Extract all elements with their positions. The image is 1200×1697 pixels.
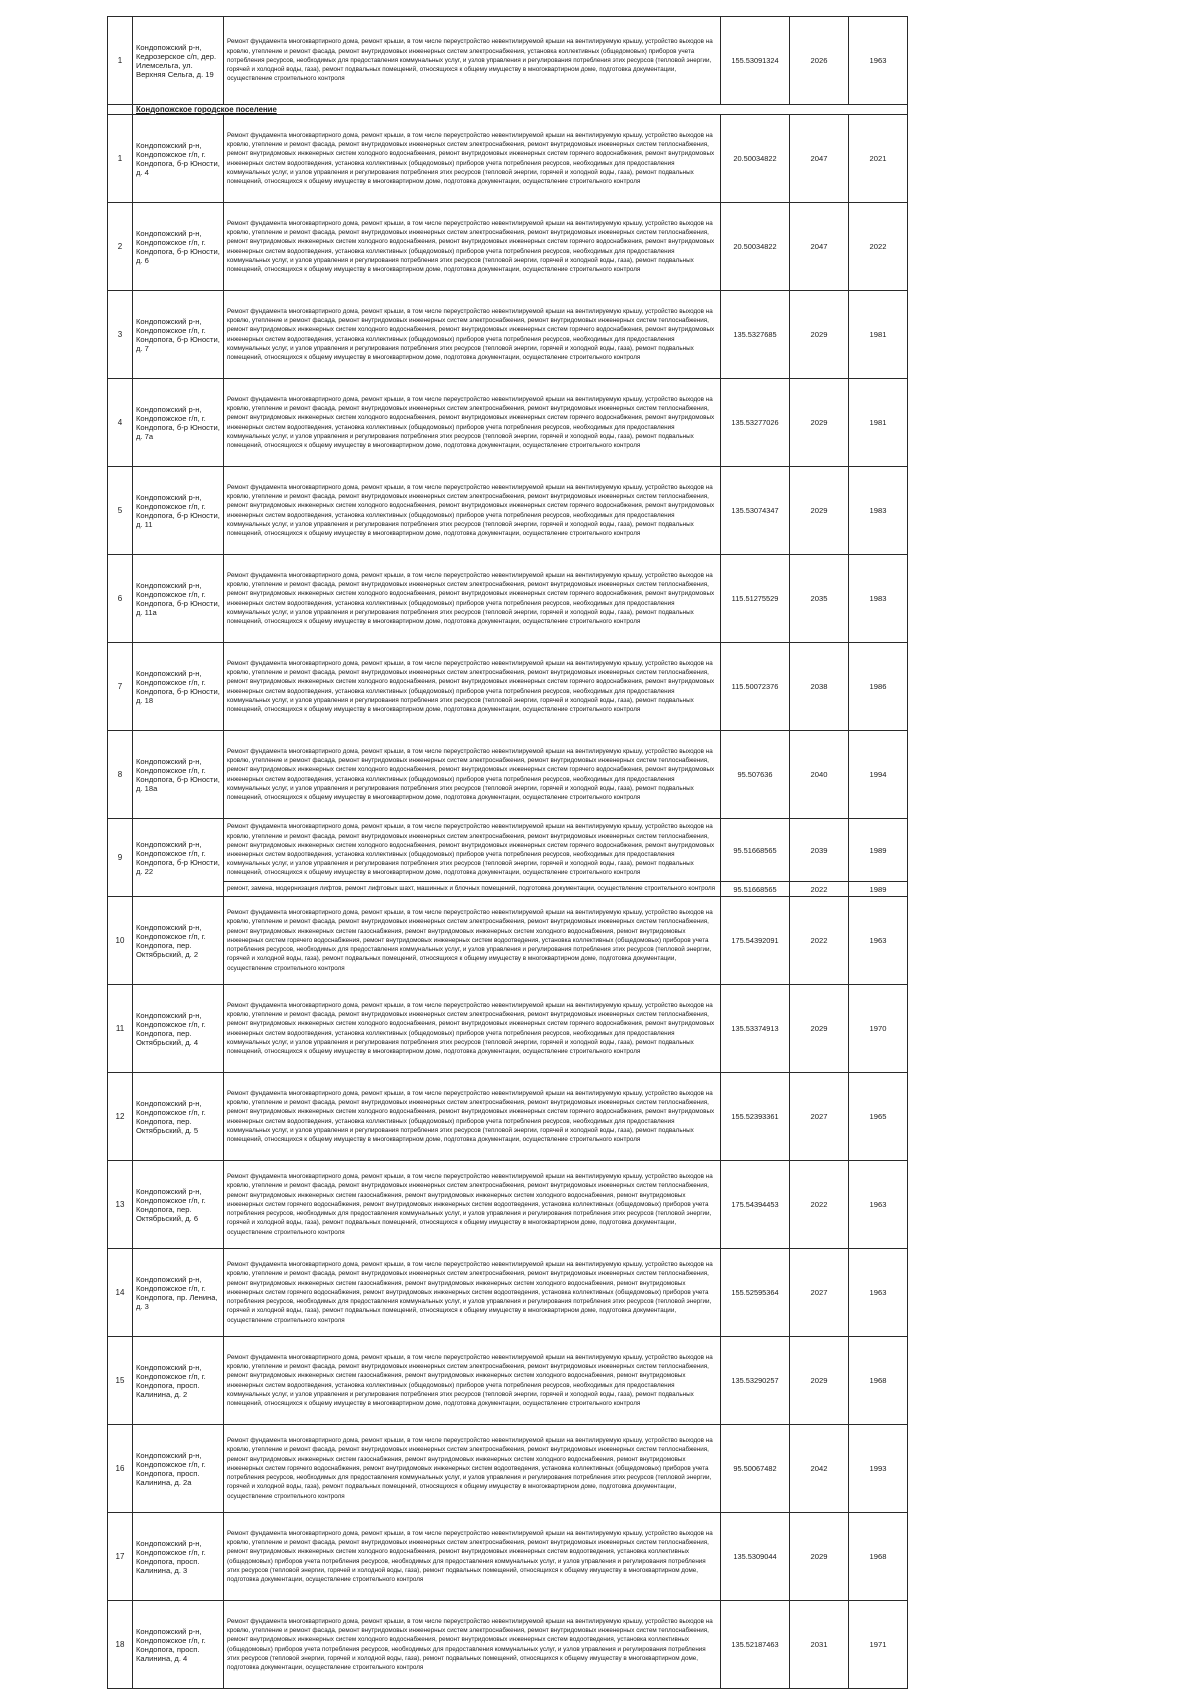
cost-cell: 115.50072376 xyxy=(721,643,790,731)
build-year-cell: 1981 xyxy=(849,291,908,379)
address-cell: Кондопожский р-н, Кедрозерское с/п, дер. Илемсельга, ул. Верхняя Сельга, д. 19 xyxy=(133,17,224,105)
build-year-cell: 1989 xyxy=(849,882,908,897)
address-cell: Кондопожский р-н, Кондопожское г/п, г. Кондопога, просп. Калинина, д. 2 xyxy=(133,1337,224,1425)
row-number: 8 xyxy=(108,731,133,819)
cost-cell: 95.507636 xyxy=(721,731,790,819)
cost-cell: 155.52393361 xyxy=(721,1073,790,1161)
build-year-cell: 1971 xyxy=(849,1601,908,1689)
repair-year-cell: 2027 xyxy=(790,1249,849,1337)
table-body xyxy=(108,17,908,1689)
build-year-cell: 1970 xyxy=(849,985,908,1073)
works-cell: Ремонт фундамента многоквартирного дома, ремонт крыши, в том числе переустройство невентилируемой крыши на вентилируемую крышу, устройство выходов на кровлю, утепление и ремонт фасада, ремонт внутридомовых инженерных систем электроснабжения, ремонт внутридомовых инженерных систем теплоснабжения, ремонт внутридомовых инженерных систем холодного водоснабжения, ремонт внутридомовых инженерных систем горячего водоснабжения, ремонт внутридомовых инженерных систем водоотведения, установка коллективных (общедомовых) приборов учета потребления ресурсов, необходимых для предоставления коммунальных услуг, и узлов управления и регулирования потребления этих ресурсов (тепловой энергии, горячей и холодной воды, газа), ремонт подвальных помещений, относящихся к общему имуществу в многоквартирном доме, подготовка документации, осуществление строительного контроля xyxy=(224,467,721,555)
repair-year-cell: 2047 xyxy=(790,203,849,291)
cost-cell: 135.53290257 xyxy=(721,1337,790,1425)
build-year-cell: 1963 xyxy=(849,897,908,985)
works-cell: Ремонт фундамента многоквартирного дома, ремонт крыши, в том числе переустройство невентилируемой крыши на вентилируемую крышу, устройство выходов на кровлю, утепление и ремонт фасада, ремонт внутридомовых инженерных систем электроснабжения, ремонт внутридомовых инженерных систем теплоснабжения, ремонт внутридомовых инженерных систем газоснабжения, ремонт внутридомовых инженерных систем холодного водоснабжения, ремонт внутридомовых инженерных систем горячего водоснабжения, ремонт внутридомовых инженерных систем водоотведения, установка коллективных (общедомовых) приборов учета потребления ресурсов, необходимых для предоставления коммунальных услуг, и узлов управления и регулирования потребления этих ресурсов (тепловой энергии, горячей и холодной воды, газа), ремонт подвальных помещений, относящихся к общему имуществу в многоквартирном доме, подготовка документации, осуществление строительного контроля xyxy=(224,1425,721,1513)
row-number: 9 xyxy=(108,819,133,897)
repair-year-cell: 2029 xyxy=(790,379,849,467)
repair-year-cell: 2031 xyxy=(790,1601,849,1689)
cost-cell: 95.51668565 xyxy=(721,882,790,897)
capital-repair-table xyxy=(107,16,908,1689)
repair-year-cell: 2040 xyxy=(790,731,849,819)
address-cell: Кондопожский р-н, Кондопожское г/п, г. Кондопога, б-р Юности, д. 18 xyxy=(133,643,224,731)
repair-year-cell: 2022 xyxy=(790,882,849,897)
address-cell: Кондопожский р-н, Кондопожское г/п, г. Кондопога, б-р Юности, д. 7 xyxy=(133,291,224,379)
repair-year-cell: 2029 xyxy=(790,1337,849,1425)
cost-cell: 175.54394453 xyxy=(721,1161,790,1249)
build-year-cell: 1989 xyxy=(849,819,908,882)
address-cell: Кондопожский р-н, Кондопожское г/п, г. Кондопога, просп. Калинина, д. 2а xyxy=(133,1425,224,1513)
address-cell: Кондопожский р-н, Кондопожское г/п, г. Кондопога, пер. Октябрьский, д. 5 xyxy=(133,1073,224,1161)
table-row xyxy=(108,897,908,985)
works-cell: Ремонт фундамента многоквартирного дома, ремонт крыши, в том числе переустройство невентилируемой крыши на вентилируемую крышу, устройство выходов на кровлю, утепление и ремонт фасада, ремонт внутридомовых инженерных систем электроснабжения, ремонт внутридомовых инженерных систем теплоснабжения, ремонт внутридомовых инженерных систем холодного водоснабжения, ремонт внутридомовых инженерных систем горячего водоснабжения, ремонт внутридомовых инженерных систем водоотведения, установка коллективных (общедомовых) приборов учета потребления ресурсов, необходимых для предоставления коммунальных услуг, и узлов управления и регулирования потребления этих ресурсов (тепловой энергии, горячей и холодной воды, газа), ремонт подвальных помещений, относящихся к общему имуществу в многоквартирном доме, подготовка документации, осуществление строительного контроля xyxy=(224,379,721,467)
address-cell: Кондопожский р-н, Кондопожское г/п, г. Кондопога, б-р Юности, д. 7а xyxy=(133,379,224,467)
table-subrow xyxy=(108,882,908,897)
table-row xyxy=(108,1337,908,1425)
table-row xyxy=(108,1513,908,1601)
repair-year-cell: 2027 xyxy=(790,1073,849,1161)
table-row xyxy=(108,17,908,105)
repair-year-cell: 2042 xyxy=(790,1425,849,1513)
cost-cell: 135.5327685 xyxy=(721,291,790,379)
build-year-cell: 1963 xyxy=(849,17,908,105)
address-cell: Кондопожский р-н, Кондопожское г/п, г. Кондопога, б-р Юности, д. 4 xyxy=(133,115,224,203)
works-cell: Ремонт фундамента многоквартирного дома, ремонт крыши, в том числе переустройство невентилируемой крыши на вентилируемую крышу, устройство выходов на кровлю, утепление и ремонт фасада, ремонт внутридомовых инженерных систем электроснабжения, ремонт внутридомовых инженерных систем теплоснабжения, ремонт внутридомовых инженерных систем холодного водоснабжения, ремонт внутридомовых инженерных систем горячего водоснабжения, ремонт внутридомовых инженерных систем водоотведения, установка коллективных (общедомовых) приборов учета потребления ресурсов, необходимых для предоставления коммунальных услуг, и узлов управления и регулирования потребления этих ресурсов (тепловой энергии, горячей и холодной воды, газа), ремонт подвальных помещений, относящихся к общему имуществу в многоквартирном доме, подготовка документации, осуществление строительного контроля xyxy=(224,203,721,291)
build-year-cell: 1981 xyxy=(849,379,908,467)
works-cell: Ремонт фундамента многоквартирного дома, ремонт крыши, в том числе переустройство невентилируемой крыши на вентилируемую крышу, устройство выходов на кровлю, утепление и ремонт фасада, ремонт внутридомовых инженерных систем электроснабжения, ремонт внутридомовых инженерных систем теплоснабжения, ремонт внутридомовых инженерных систем холодного водоснабжения, ремонт внутридомовых инженерных систем горячего водоснабжения, ремонт внутридомовых инженерных систем водоотведения, установка коллективных (общедомовых) приборов учета потребления ресурсов, необходимых для предоставления коммунальных услуг, и узлов управления и регулирования потребления этих ресурсов (тепловой энергии, горячей и холодной воды, газа), ремонт подвальных помещений, относящихся к общему имуществу в многоквартирном доме, подготовка документации, осуществление строительного контроля xyxy=(224,643,721,731)
cost-cell: 155.52595364 xyxy=(721,1249,790,1337)
repair-year-cell: 2038 xyxy=(790,643,849,731)
table-row xyxy=(108,115,908,203)
build-year-cell: 1983 xyxy=(849,555,908,643)
works-cell: Ремонт фундамента многоквартирного дома, ремонт крыши, в том числе переустройство невентилируемой крыши на вентилируемую крышу, устройство выходов на кровлю, утепление и ремонт фасада, ремонт внутридомовых инженерных систем электроснабжения, ремонт внутридомовых инженерных систем теплоснабжения, ремонт внутридомовых инженерных систем газоснабжения, ремонт внутридомовых инженерных систем холодного водоснабжения, ремонт внутридомовых инженерных систем водоотведения, установка коллективных (общедомовых) приборов учета потребления ресурсов, необходимых для предоставления коммунальных услуг, и узлов управления и регулирования потребления этих ресурсов (тепловой энергии, горячей и холодной воды, газа), ремонт подвальных помещений, относящихся к общему имуществу в многоквартирном доме, подготовка документации, осуществление строительного контроля xyxy=(224,1337,721,1425)
build-year-cell: 1965 xyxy=(849,1073,908,1161)
row-number: 1 xyxy=(108,115,133,203)
cost-cell: 20.50034822 xyxy=(721,115,790,203)
table-row xyxy=(108,643,908,731)
address-cell: Кондопожский р-н, Кондопожское г/п, г. Кондопога, б-р Юности, д. 22 xyxy=(133,819,224,897)
address-cell: Кондопожский р-н, Кондопожское г/п, г. Кондопога, пр. Ленина, д. 3 xyxy=(133,1249,224,1337)
repair-year-cell: 2029 xyxy=(790,985,849,1073)
works-cell: Ремонт фундамента многоквартирного дома, ремонт крыши, в том числе переустройство невентилируемой крыши на вентилируемую крышу, устройство выходов на кровлю, утепление и ремонт фасада, ремонт внутридомовых инженерных систем электроснабжения, ремонт внутридомовых инженерных систем теплоснабжения, ремонт внутридомовых инженерных систем холодного водоснабжения, ремонт внутридомовых инженерных систем горячего водоснабжения, ремонт внутридомовых инженерных систем водоотведения, установка коллективных (общедомовых) приборов учета потребления ресурсов, необходимых для предоставления коммунальных услуг, и узлов управления и регулирования потребления этих ресурсов (тепловой энергии, горячей и холодной воды, газа), ремонт подвальных помещений, относящихся к общему имуществу в многоквартирном доме, подготовка документации, осуществление строительного контроля xyxy=(224,115,721,203)
row-number: 4 xyxy=(108,379,133,467)
build-year-cell: 1994 xyxy=(849,731,908,819)
table-row xyxy=(108,379,908,467)
works-cell: Ремонт фундамента многоквартирного дома, ремонт крыши, в том числе переустройство невентилируемой крыши на вентилируемую крышу, устройство выходов на кровлю, утепление и ремонт фасада, ремонт внутридомовых инженерных систем электроснабжения, ремонт внутридомовых инженерных систем теплоснабжения, ремонт внутридомовых инженерных систем холодного водоснабжения, ремонт внутридомовых инженерных систем водоотведения, установка коллективных (общедомовых) приборов учета потребления ресурсов, необходимых для предоставления коммунальных услуг, и узлов управления и регулирования потребления этих ресурсов (тепловой энергии, горячей и холодной воды, газа), ремонт подвальных помещений, относящихся к общему имуществу в многоквартирном доме, подготовка документации, осуществление строительного контроля xyxy=(224,1513,721,1601)
address-cell: Кондопожский р-н, Кондопожское г/п, г. Кондопога, просп. Калинина, д. 3 xyxy=(133,1513,224,1601)
table-row xyxy=(108,1161,908,1249)
works-cell: Ремонт фундамента многоквартирного дома, ремонт крыши, в том числе переустройство невентилируемой крыши на вентилируемую крышу, устройство выходов на кровлю, утепление и ремонт фасада, ремонт внутридомовых инженерных систем электроснабжения, ремонт внутридомовых инженерных систем теплоснабжения, ремонт внутридомовых инженерных систем холодного водоснабжения, ремонт внутридомовых инженерных систем горячего водоснабжения, ремонт внутридомовых инженерных систем водоотведения, установка коллективных (общедомовых) приборов учета потребления ресурсов, необходимых для предоставления коммунальных услуг, и узлов управления и регулирования потребления этих ресурсов (тепловой энергии, горячей и холодной воды, газа), ремонт подвальных помещений, относящихся к общему имуществу в многоквартирном доме, подготовка документации, осуществление строительного контроля xyxy=(224,985,721,1073)
works-cell: Ремонт фундамента многоквартирного дома, ремонт крыши, в том числе переустройство невентилируемой крыши на вентилируемую крышу, устройство выходов на кровлю, утепление и ремонт фасада, ремонт внутридомовых инженерных систем электроснабжения, ремонт внутридомовых инженерных систем теплоснабжения, ремонт внутридомовых инженерных систем холодного водоснабжения, ремонт внутридомовых инженерных систем горячего водоснабжения, ремонт внутридомовых инженерных систем водоотведения, установка коллективных (общедомовых) приборов учета потребления ресурсов, необходимых для предоставления коммунальных услуг, и узлов управления и регулирования потребления этих ресурсов (тепловой энергии, горячей и холодной воды, газа), ремонт подвальных помещений, относящихся к общему имуществу в многоквартирном доме, подготовка документации, осуществление строительного контроля xyxy=(224,1073,721,1161)
table-row xyxy=(108,467,908,555)
build-year-cell: 1968 xyxy=(849,1513,908,1601)
table-row xyxy=(108,819,908,882)
cost-cell: 175.54392091 xyxy=(721,897,790,985)
table-row xyxy=(108,1601,908,1689)
works-cell: Ремонт фундамента многоквартирного дома, ремонт крыши, в том числе переустройство невентилируемой крыши на вентилируемую крышу, устройство выходов на кровлю, утепление и ремонт фасада, ремонт внутридомовых инженерных систем электроснабжения, ремонт внутридомовых инженерных систем теплоснабжения, ремонт внутридомовых инженерных систем газоснабжения, ремонт внутридомовых инженерных систем холодного водоснабжения, ремонт внутридомовых инженерных систем горячего водоснабжения, ремонт внутридомовых инженерных систем водоотведения, установка коллективных (общедомовых) приборов учета потребления ресурсов, необходимых для предоставления коммунальных услуг, и узлов управления и регулирования потребления этих ресурсов (тепловой энергии, горячей и холодной воды, газа), ремонт подвальных помещений, относящихся к общему имуществу в многоквартирном доме, подготовка документации, осуществление строительного контроля xyxy=(224,897,721,985)
address-cell: Кондопожский р-н, Кондопожское г/п, г. Кондопога, б-р Юности, д. 18а xyxy=(133,731,224,819)
row-number: 3 xyxy=(108,291,133,379)
repair-year-cell: 2022 xyxy=(790,1161,849,1249)
works-cell: Ремонт фундамента многоквартирного дома, ремонт крыши, в том числе переустройство невентилируемой крыши на вентилируемую крышу, устройство выходов на кровлю, утепление и ремонт фасада, ремонт внутридомовых инженерных систем электроснабжения, ремонт внутридомовых инженерных систем теплоснабжения, ремонт внутридомовых инженерных систем холодного водоснабжения, ремонт внутридомовых инженерных систем горячего водоснабжения, ремонт внутридомовых инженерных систем водоотведения, установка коллективных (общедомовых) приборов учета потребления ресурсов, необходимых для предоставления коммунальных услуг, и узлов управления и регулирования потребления этих ресурсов (тепловой энергии, горячей и холодной воды, газа), ремонт подвальных помещений, относящихся к общему имуществу в многоквартирном доме, подготовка документации, осуществление строительного контроля xyxy=(224,555,721,643)
table-row xyxy=(108,291,908,379)
cost-cell: 135.53277026 xyxy=(721,379,790,467)
row-number: 5 xyxy=(108,467,133,555)
table-row xyxy=(108,203,908,291)
row-number: 7 xyxy=(108,643,133,731)
build-year-cell: 1993 xyxy=(849,1425,908,1513)
repair-year-cell: 2022 xyxy=(790,897,849,985)
row-number: 11 xyxy=(108,985,133,1073)
table-row xyxy=(108,1073,908,1161)
row-number: 14 xyxy=(108,1249,133,1337)
table-row xyxy=(108,555,908,643)
section-title: Кондопожское городское поселение xyxy=(133,105,908,115)
build-year-cell: 1963 xyxy=(849,1161,908,1249)
row-number: 10 xyxy=(108,897,133,985)
works-cell: Ремонт фундамента многоквартирного дома, ремонт крыши, в том числе переустройство невентилируемой крыши на вентилируемую крышу, устройство выходов на кровлю, утепление и ремонт фасада, ремонт внутридомовых инженерных систем электроснабжения, ремонт внутридомовых инженерных систем теплоснабжения, ремонт внутридомовых инженерных систем холодного водоснабжения, ремонт внутридомовых инженерных систем горячего водоснабжения, ремонт внутридомовых инженерных систем водоотведения, установка коллективных (общедомовых) приборов учета потребления ресурсов, необходимых для предоставления коммунальных услуг, и узлов управления и регулирования потребления этих ресурсов (тепловой энергии, горячей и холодной воды, газа), ремонт подвальных помещений, относящихся к общему имуществу в многоквартирном доме, подготовка документации, осуществление строительного контроля xyxy=(224,819,721,882)
row-number: 13 xyxy=(108,1161,133,1249)
cost-cell: 115.51275529 xyxy=(721,555,790,643)
works-cell: Ремонт фундамента многоквартирного дома, ремонт крыши, в том числе переустройство невентилируемой крыши на вентилируемую крышу, устройство выходов на кровлю, утепление и ремонт фасада, ремонт внутридомовых инженерных систем электроснабжения, ремонт внутридомовых инженерных систем теплоснабжения, ремонт внутридомовых инженерных систем холодного водоснабжения, ремонт внутридомовых инженерных систем горячего водоснабжения, ремонт внутридомовых инженерных систем водоотведения, установка коллективных (общедомовых) приборов учета потребления ресурсов, необходимых для предоставления коммунальных услуг, и узлов управления и регулирования потребления этих ресурсов (тепловой энергии, горячей и холодной воды, газа), ремонт подвальных помещений, относящихся к общему имуществу в многоквартирном доме, подготовка документации, осуществление строительного контроля xyxy=(224,731,721,819)
row-number: 17 xyxy=(108,1513,133,1601)
table-row xyxy=(108,1249,908,1337)
build-year-cell: 1986 xyxy=(849,643,908,731)
row-number: 16 xyxy=(108,1425,133,1513)
row-number: 18 xyxy=(108,1601,133,1689)
row-number: 2 xyxy=(108,203,133,291)
row-number: 1 xyxy=(108,17,133,105)
repair-year-cell: 2029 xyxy=(790,1513,849,1601)
build-year-cell: 1983 xyxy=(849,467,908,555)
build-year-cell: 2022 xyxy=(849,203,908,291)
address-cell: Кондопожский р-н, Кондопожское г/п, г. Кондопога, пер. Октябрьский, д. 6 xyxy=(133,1161,224,1249)
row-number: 12 xyxy=(108,1073,133,1161)
row-number: 15 xyxy=(108,1337,133,1425)
address-cell: Кондопожский р-н, Кондопожское г/п, г. Кондопога, б-р Юности, д. 11а xyxy=(133,555,224,643)
build-year-cell: 1963 xyxy=(849,1249,908,1337)
address-cell: Кондопожский р-н, Кондопожское г/п, г. Кондопога, б-р Юности, д. 6 xyxy=(133,203,224,291)
repair-year-cell: 2029 xyxy=(790,467,849,555)
address-cell: Кондопожский р-н, Кондопожское г/п, г. Кондопога, просп. Калинина, д. 4 xyxy=(133,1601,224,1689)
address-cell: Кондопожский р-н, Кондопожское г/п, г. Кондопога, пер. Октябрьский, д. 4 xyxy=(133,985,224,1073)
repair-year-cell: 2039 xyxy=(790,819,849,882)
repair-year-cell: 2035 xyxy=(790,555,849,643)
table-row xyxy=(108,731,908,819)
repair-year-cell: 2026 xyxy=(790,17,849,105)
cost-cell: 95.50067482 xyxy=(721,1425,790,1513)
row-number: 6 xyxy=(108,555,133,643)
build-year-cell: 2021 xyxy=(849,115,908,203)
works-cell: Ремонт фундамента многоквартирного дома, ремонт крыши, в том числе переустройство невентилируемой крыши на вентилируемую крышу, устройство выходов на кровлю, утепление и ремонт фасада, ремонт внутридомовых инженерных систем электроснабжения, ремонт внутридомовых инженерных систем теплоснабжения, ремонт внутридомовых инженерных систем холодного водоснабжения, ремонт внутридомовых инженерных систем горячего водоснабжения, ремонт внутридомовых инженерных систем водоотведения, установка коллективных (общедомовых) приборов учета потребления ресурсов, необходимых для предоставления коммунальных услуг, и узлов управления и регулирования потребления этих ресурсов (тепловой энергии, горячей и холодной воды, газа), ремонт подвальных помещений, относящихся к общему имуществу в многоквартирном доме, подготовка документации, осуществление строительного контроля xyxy=(224,291,721,379)
build-year-cell: 1968 xyxy=(849,1337,908,1425)
repair-year-cell: 2029 xyxy=(790,291,849,379)
section-row xyxy=(108,105,908,115)
works-cell: Ремонт фундамента многоквартирного дома, ремонт крыши, в том числе переустройство невентилируемой крыши на вентилируемую крышу, устройство выходов на кровлю, утепление и ремонт фасада, ремонт внутридомовых инженерных систем электроснабжения, ремонт внутридомовых инженерных систем теплоснабжения, ремонт внутридомовых инженерных систем газоснабжения, ремонт внутридомовых инженерных систем холодного водоснабжения, ремонт внутридомовых инженерных систем горячего водоснабжения, ремонт внутридомовых инженерных систем водоотведения, установка коллективных (общедомовых) приборов учета потребления ресурсов, необходимых для предоставления коммунальных услуг, и узлов управления и регулирования потребления этих ресурсов (тепловой энергии, горячей и холодной воды, газа), ремонт подвальных помещений, относящихся к общему имуществу в многоквартирном доме, подготовка документации, осуществление строительного контроля xyxy=(224,1161,721,1249)
section-empty-cell xyxy=(108,105,133,115)
cost-cell: 135.5309044 xyxy=(721,1513,790,1601)
address-cell: Кондопожский р-н, Кондопожское г/п, г. Кондопога, б-р Юности, д. 11 xyxy=(133,467,224,555)
works-cell: Ремонт фундамента многоквартирного дома, ремонт крыши, в том числе переустройство невентилируемой крыши на вентилируемую крышу, устройство выходов на кровлю, утепление и ремонт фасада, ремонт внутридомовых инженерных систем электроснабжения, установка коллективных (общедомовых) приборов учета потребления ресурсов, необходимых для предоставления коммунальных услуг, и узлов управления и регулирования потребления этих ресурсов (тепловой энергии, горячей и холодной воды, газа), ремонт подвальных помещений, относящихся к общему имуществу в многоквартирном доме, подготовка документации, осуществление строительного контроля xyxy=(224,17,721,105)
repair-year-cell: 2047 xyxy=(790,115,849,203)
table-row xyxy=(108,1425,908,1513)
cost-cell: 135.53374913 xyxy=(721,985,790,1073)
cost-cell: 20.50034822 xyxy=(721,203,790,291)
works-cell: Ремонт фундамента многоквартирного дома, ремонт крыши, в том числе переустройство невентилируемой крыши на вентилируемую крышу, устройство выходов на кровлю, утепление и ремонт фасада, ремонт внутридомовых инженерных систем электроснабжения, ремонт внутридомовых инженерных систем теплоснабжения, ремонт внутридомовых инженерных систем холодного водоснабжения, ремонт внутридомовых инженерных систем водоотведения, установка коллективных (общедомовых) приборов учета потребления ресурсов, необходимых для предоставления коммунальных услуг, и узлов управления и регулирования потребления этих ресурсов (тепловой энергии, горячей и холодной воды, газа), ремонт подвальных помещений, относящихся к общему имуществу в многоквартирном доме, подготовка документации, осуществление строительного контроля xyxy=(224,1601,721,1689)
document-sheet xyxy=(107,16,908,1689)
cost-cell: 135.52187463 xyxy=(721,1601,790,1689)
cost-cell: 135.53074347 xyxy=(721,467,790,555)
works-cell: Ремонт фундамента многоквартирного дома, ремонт крыши, в том числе переустройство невентилируемой крыши на вентилируемую крышу, устройство выходов на кровлю, утепление и ремонт фасада, ремонт внутридомовых инженерных систем электроснабжения, ремонт внутридомовых инженерных систем теплоснабжения, ремонт внутридомовых инженерных систем газоснабжения, ремонт внутридомовых инженерных систем холодного водоснабжения, ремонт внутридомовых инженерных систем горячего водоснабжения, ремонт внутридомовых инженерных систем водоотведения, установка коллективных (общедомовых) приборов учета потребления ресурсов, необходимых для предоставления коммунальных услуг, и узлов управления и регулирования потребления этих ресурсов (тепловой энергии, горячей и холодной воды, газа), ремонт подвальных помещений, относящихся к общему имуществу в многоквартирном доме, подготовка документации, осуществление строительного контроля xyxy=(224,1249,721,1337)
address-cell: Кондопожский р-н, Кондопожское г/п, г. Кондопога, пер. Октябрьский, д. 2 xyxy=(133,897,224,985)
works-cell: ремонт, замена, модернизация лифтов, ремонт лифтовых шахт, машинных и блочных помещений, подготовка документации, осуществление строительного контроля xyxy=(224,882,721,897)
table-row xyxy=(108,985,908,1073)
cost-cell: 155.53091324 xyxy=(721,17,790,105)
cost-cell: 95.51668565 xyxy=(721,819,790,882)
